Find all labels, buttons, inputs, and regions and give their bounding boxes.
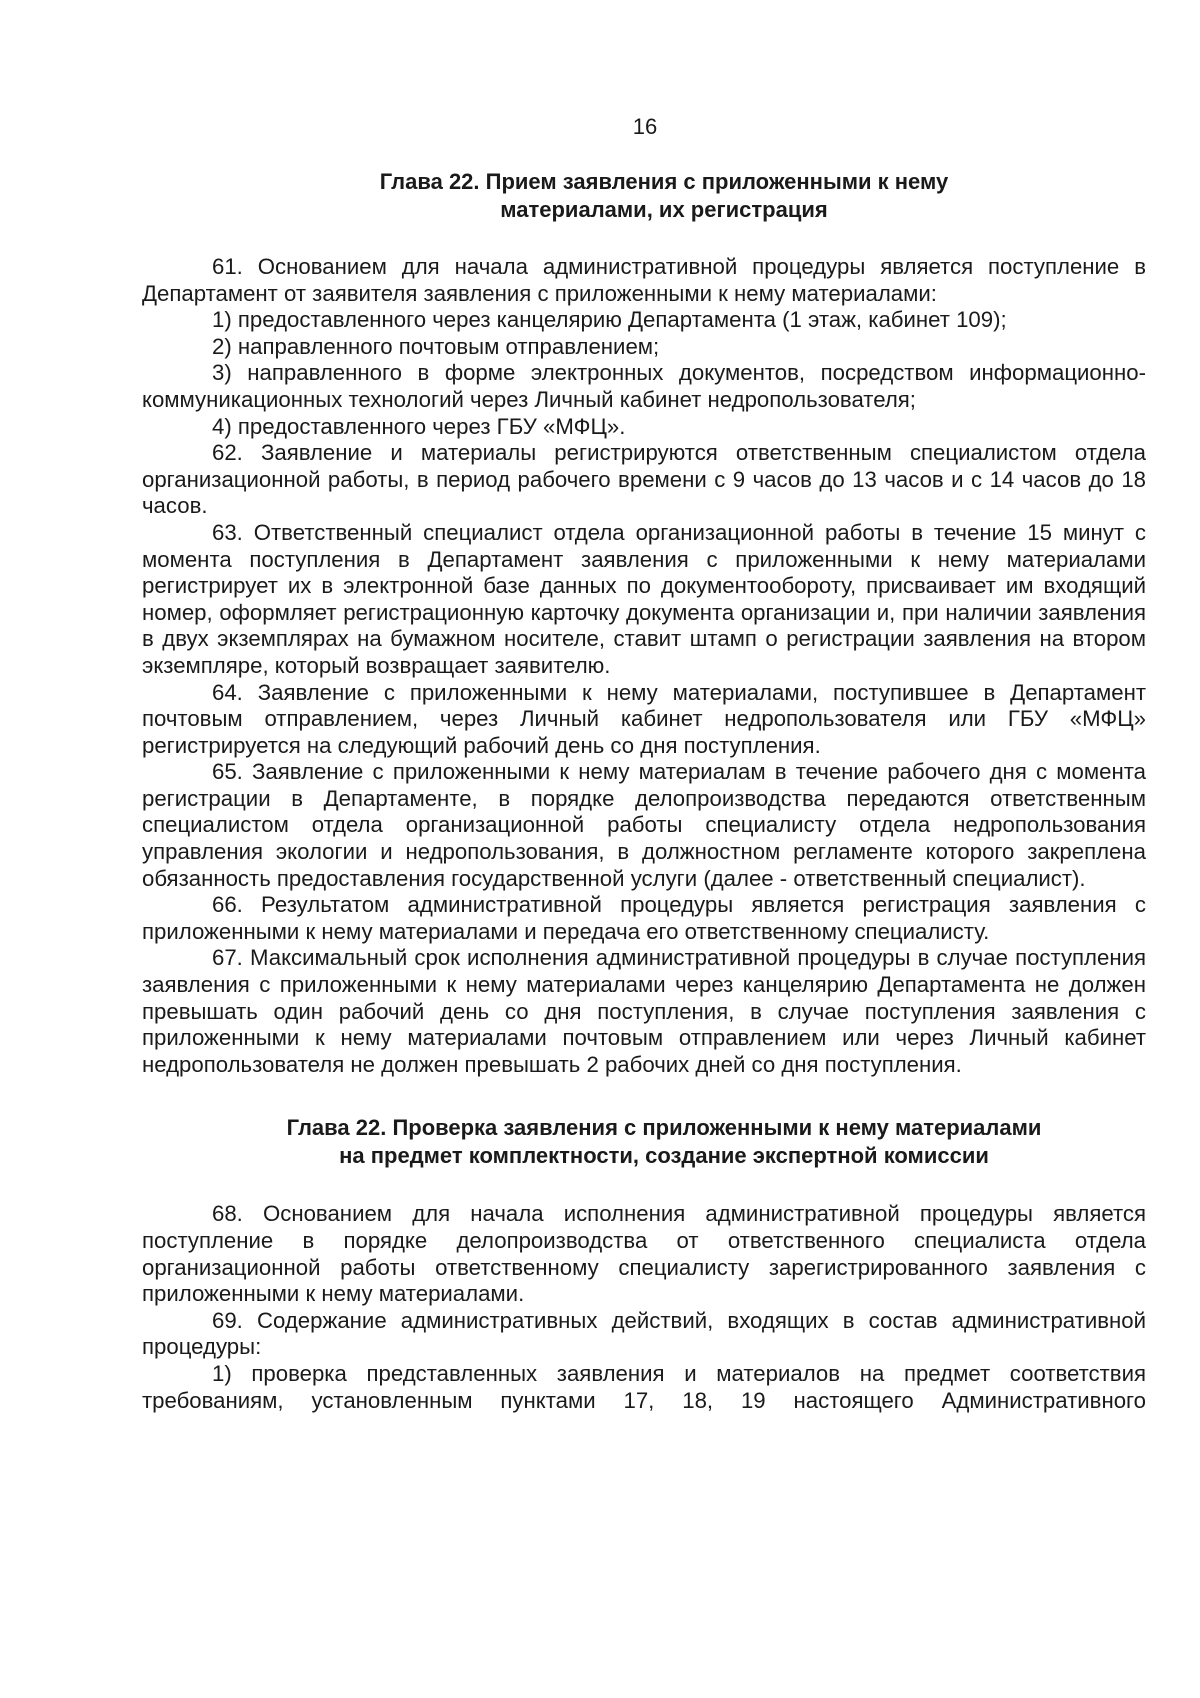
- chapter-heading: [142, 168, 1146, 224]
- paragraph-69: 69. Содержание административных действий, входящих в состав административной процедуры:: [142, 1307, 1146, 1360]
- list-item-1: 1) проверка представленных заявления и материалов на предмет соответствия требованиям, установленным пунктами 17, 18, 19 настоящего Административного: [142, 1360, 1146, 1413]
- chapter-heading-line: Глава 22. Прием заявления с приложенными к нему: [379, 169, 949, 194]
- paragraph-62: 62. Заявление и материалы регистрируются ответственным специалистом отдела организационной работы, в период рабочего времени с 9 часов до 13 часов и с 14 часов до 18 часов.: [142, 440, 1146, 519]
- list-item-3: 3) направленного в форме электронных документов, посредством информационно-коммуникационных технологий через Личный кабинет недропользователя;: [142, 360, 1146, 412]
- paragraph-63: 63. Ответственный специалист отдела организационной работы в течение 15 минут с момента поступления в Департамент заявления с приложенными к нему материалами регистрирует их в электронной базе данных по документообороту, присваивает им входящий номер, оформляет регистрационную карточку документа организации и, при наличии заявления в двух экземплярах на бумажном носителе, ставит штамп о регистрации заявления на втором экземпляре, который возвращает заявителю.: [142, 519, 1146, 678]
- list-item-2: 2) направленного почтовым отправлением;: [212, 333, 660, 359]
- paragraph-61: 61. Основанием для начала административной процедуры является поступление в Департамент от заявителя заявления с приложенными к нему материалами:: [142, 254, 1146, 306]
- chapter-heading-line: Глава 22. Проверка заявления с приложенными к нему материалами: [286, 1115, 1042, 1141]
- paragraph-64: 64. Заявление с приложенными к нему материалами, поступившее в Департамент почтовым отправлением, через Личный кабинет недропользователя или ГБУ «МФЦ» регистрируется на следующий рабочий день со дня поступления.: [142, 679, 1146, 758]
- chapter-heading-line: материалами, их регистрация: [500, 197, 828, 222]
- paragraph-65: 65. Заявление с приложенными к нему материалам в течение рабочего дня с момента регистрации в Департаменте, в порядке делопроизводства передаются ответственным специалистом отдела организационной работы специалисту отдела недропользования управления экологии и недропользования, в должностном регламенте которого закреплена обязанность предоставления государственной услуги (далее - ответственный специалист).: [142, 759, 1146, 891]
- paragraph-67: 67. Максимальный срок исполнения административной процедуры в случае поступления заявления с приложенными к нему материалами через канцелярию Департамента не должен превышать один рабочий день со дня поступления, в случае поступления заявления с приложенными к нему материалами почтовым отправлением или через Личный кабинет недропользователя не должен превышать 2 рабочих дней со дня поступления.: [142, 945, 1146, 1077]
- chapter-heading-line: на предмет комплектности, создание экспертной комиссии: [339, 1143, 989, 1169]
- paragraph-68: 68. Основанием для начала исполнения административной процедуры является поступление в порядке делопроизводства от ответственного специалиста отдела организационной работы ответственному специалисту зарегистрированного заявления с приложенными к нему материалами.: [142, 1201, 1146, 1307]
- paragraph-66: 66. Результатом административной процедуры является регистрация заявления с приложенными к нему материалами и передача его ответственному специалисту.: [142, 892, 1146, 944]
- page-number: 16: [632, 114, 658, 139]
- list-item-4: 4) предоставленного через ГБУ «МФЦ».: [212, 413, 626, 439]
- list-item-1: 1) предоставленного через канцелярию Департамента (1 этаж, кабинет 109);: [212, 307, 1007, 333]
- page-content: [142, 168, 1146, 1414]
- chapter-heading: [142, 1114, 1146, 1170]
